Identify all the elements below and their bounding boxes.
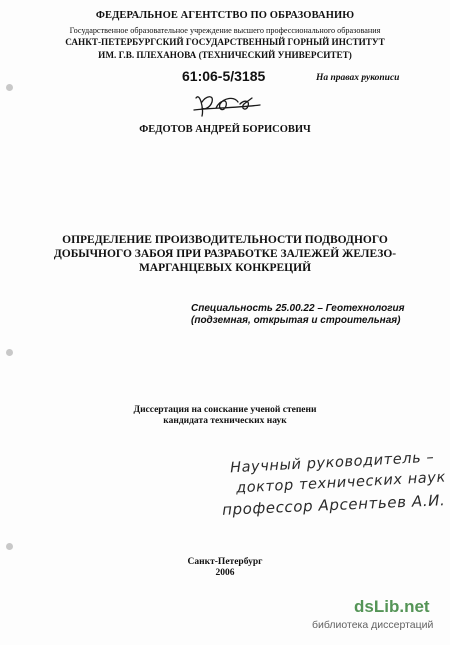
institute-name: САНКТ-ПЕТЕРБУРГСКИЙ ГОСУДАРСТВЕННЫЙ ГОРНЫЙ ИНСТИТУТ xyxy=(65,37,385,47)
specialty-subline: (подземная, открытая и строительная) xyxy=(191,315,401,326)
agency-name: ФЕДЕРАЛЬНОЕ АГЕНТСТВО ПО ОБРАЗОВАНИЮ xyxy=(95,10,355,21)
dissertation-purpose: Диссертация на соискание ученой степени xyxy=(133,405,317,415)
handwritten-supervisor-name: профессор Арсентьев А.И. xyxy=(221,491,446,519)
year: 2006 xyxy=(215,568,235,578)
dslib-watermark-logo xyxy=(354,597,430,617)
thesis-title xyxy=(0,233,450,275)
dslib-watermark-tagline: библиотека диссертаций xyxy=(312,619,434,631)
title-line: ОПРЕДЕЛЕНИЕ ПРОИЗВОДИТЕЛЬНОСТИ ПОДВОДНОГО xyxy=(62,234,388,246)
degree-name: кандидата технических наук xyxy=(163,416,287,426)
title-line: МАРГАНЦЕВЫХ КОНКРЕЦИЙ xyxy=(138,262,312,274)
punch-hole xyxy=(6,84,13,91)
catalog-code: 61:06-5/3185 xyxy=(182,68,266,84)
institution-type: Государственное образовательное учреждение высшего профессионального образования xyxy=(69,26,381,35)
watermark-logo-main: dsLib xyxy=(354,597,400,616)
author-signature xyxy=(190,88,270,122)
handwritten-supervisor-label: Научный руководитель – xyxy=(229,449,435,477)
punch-hole xyxy=(6,349,13,356)
watermark-logo-tld: .net xyxy=(399,597,430,616)
title-line: ДОБЫЧНОГО ЗАБОЯ ПРИ РАЗРАБОТКЕ ЗАЛЕЖЕЙ ЖЕЛЕЗО- xyxy=(53,248,397,260)
handwritten-supervisor-degree: доктор технических наук xyxy=(235,469,447,497)
city: Санкт-Петербург xyxy=(187,557,263,567)
rights-note: На правах рукописи xyxy=(316,73,400,83)
author-name: ФЕДОТОВ АНДРЕЙ БОРИСОВИЧ xyxy=(139,124,311,135)
punch-hole xyxy=(6,543,13,550)
institute-subname: ИМ. Г.В. ПЛЕХАНОВА (ТЕХНИЧЕСКИЙ УНИВЕРСИТЕТ) xyxy=(98,50,352,60)
specialty-line: Специальность 25.00.22 – Геотехнология xyxy=(191,303,405,314)
